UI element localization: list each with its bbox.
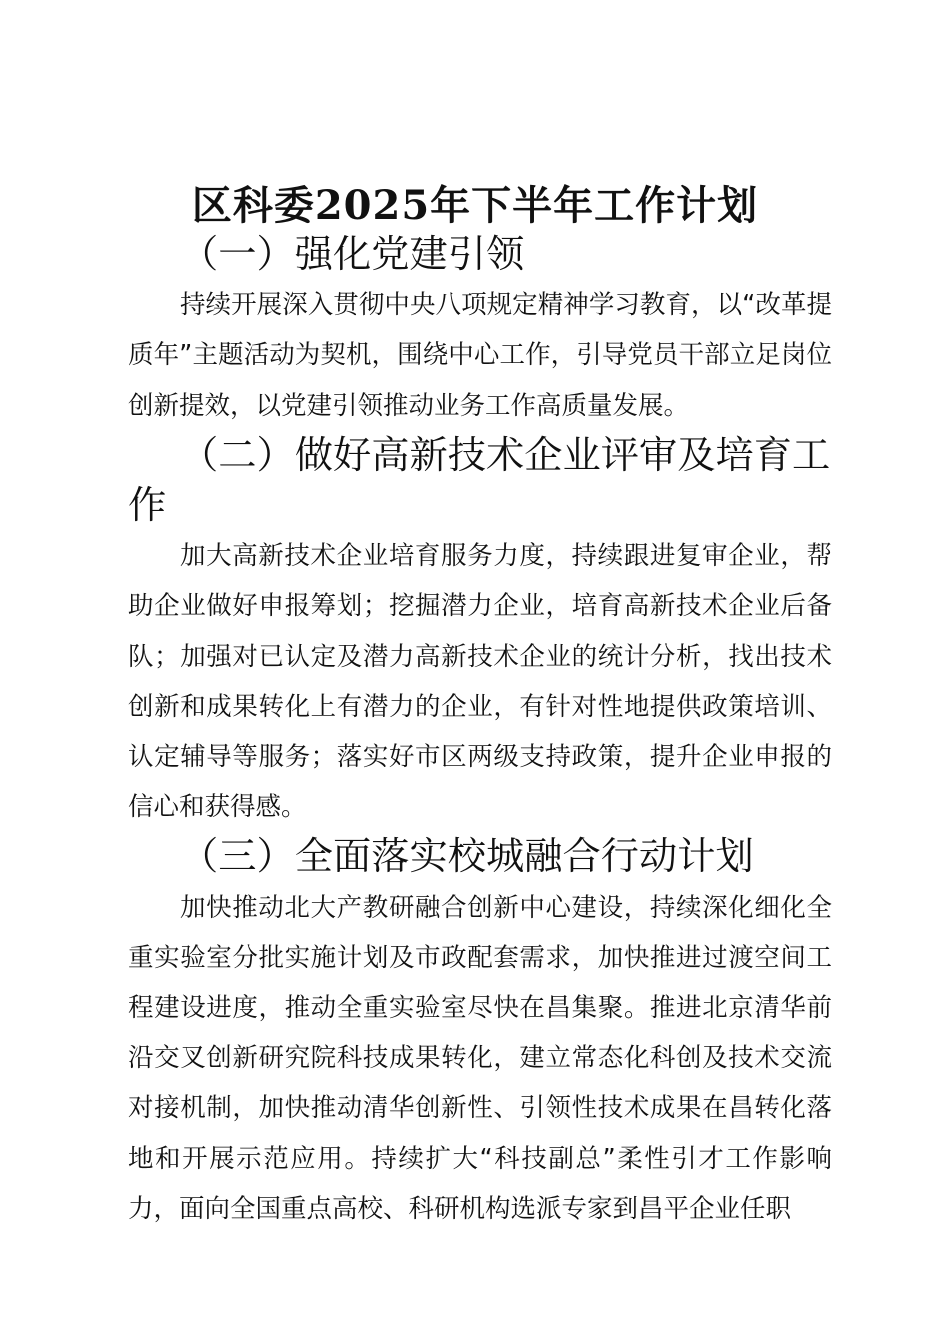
section-heading-3: （三）全面落实校城融合行动计划 <box>180 834 754 880</box>
document-body <box>128 230 832 1234</box>
section-heading-1: （一）强化党建引领 <box>180 232 525 277</box>
section-paragraph-2: 加大高新技术企业培育服务力度，持续跟进复审企业，帮助企业做好申报筹划；挖掘潜力企业，培育高新技术企业后备队；加强对已认定及潜力高新技术企业的统计分析，找出技术创新和成果转化上有潜力的企业，有针对性地提供政策培训、认定辅导等服务；落实好市区两级支持政策，提升企业申报的信心和获得感。 <box>128 541 832 823</box>
document-title: 区科委2025年下半年工作计划 <box>191 182 759 229</box>
section-heading-2: （二）做好高新技术企业评审及培育工作 <box>128 432 831 529</box>
section-paragraph-1: 持续开展深入贯彻中央八项规定精神学习教育，以“改革提质年”主题活动为契机，围绕中心工作，引导党员干部立足岗位创新提效，以党建引领推动业务工作高质量发展。 <box>128 290 832 421</box>
section-paragraph-3: 加快推动北大产教研融合创新中心建设，持续深化细化全重实验室分批实施计划及市政配套需求，加快推进过渡空间工程建设进度，推动全重实验室尽快在昌集聚。推进北京清华前沿交叉创新研究院科技成果转化，建立常态化科创及技术交流对接机制，加快推动清华创新性、引领性技术成果在昌转化落地和开展示范应用。持续扩大“科技副总”柔性引才工作影响力，面向全国重点高校、科研机构选派专家到昌平企业任职 <box>128 892 832 1224</box>
